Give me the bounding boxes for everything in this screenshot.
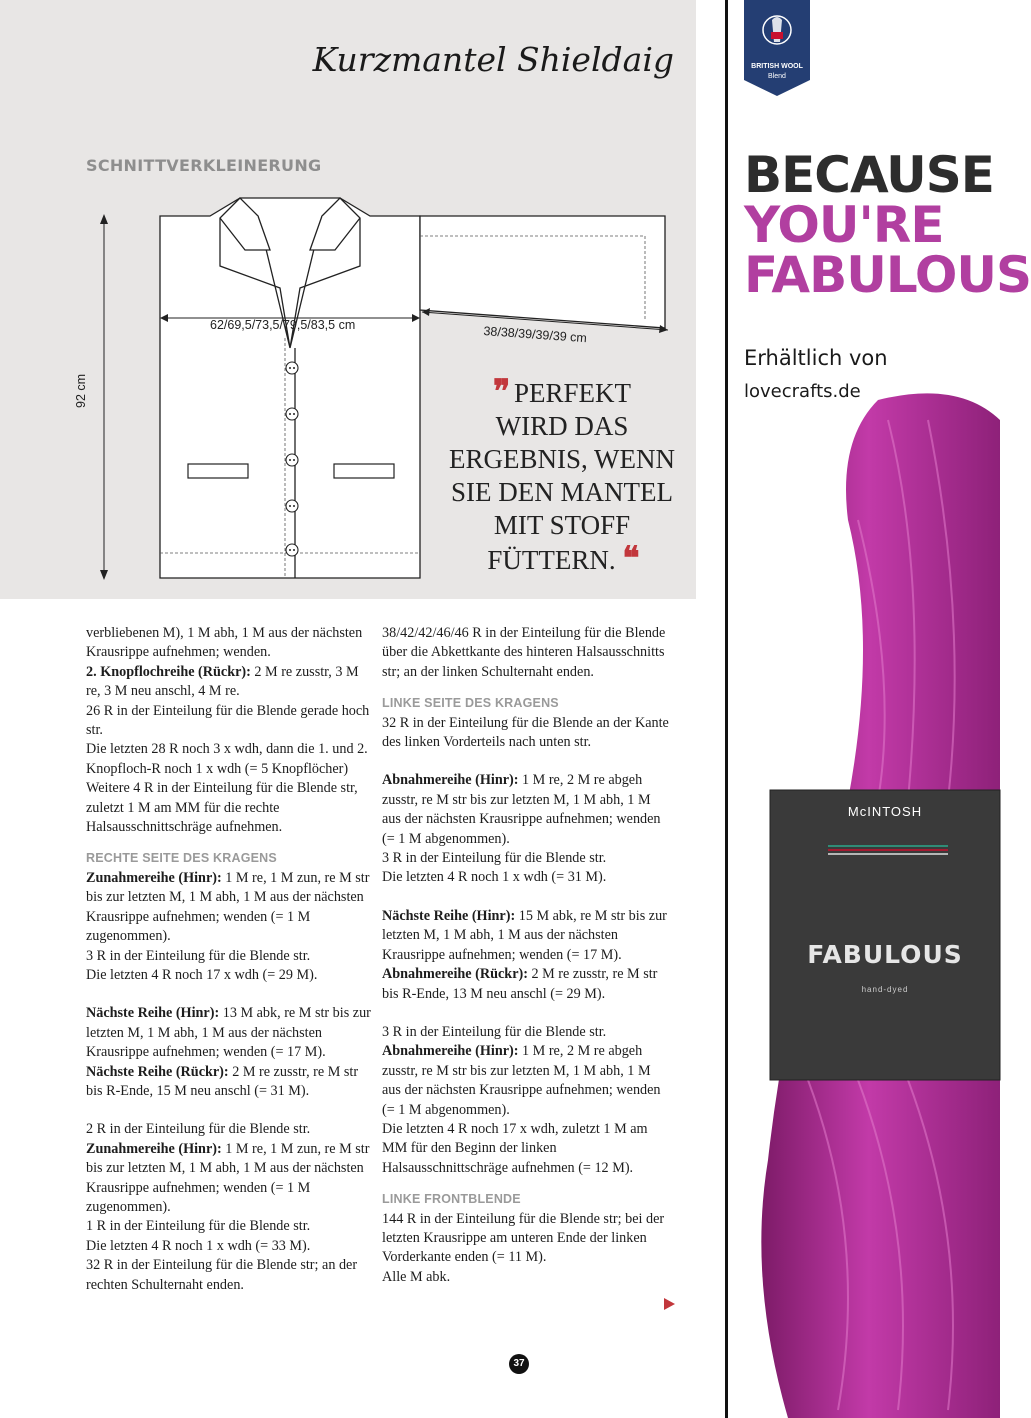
quote-line: WIRD DAS	[495, 411, 629, 441]
headline-line: BECAUSE	[744, 146, 994, 204]
paragraph-gap	[86, 985, 376, 1004]
available-label: Erhältlich von	[744, 346, 888, 370]
instruction-paragraph: 2 R in der Einteilung für die Blende str.	[86, 1121, 311, 1138]
row-label: Zunahmereihe (Hinr):	[86, 1140, 222, 1157]
instruction-text: 1 M re, 1 M zun, re M str bis zur letzten M, 1 M abh, 1 M aus der nächsten Krausrippe aufnehmen; wenden (= 1 M zugenommen).	[86, 1140, 370, 1215]
quote-line: MIT STOFF	[493, 510, 631, 540]
instruction-paragraph	[382, 907, 672, 965]
product-label: FABULOUS	[807, 940, 963, 969]
row-label: Abnahmereihe (Rückr):	[382, 966, 528, 983]
sleeve-length-label: 38/38/39/39/39 cm	[483, 324, 588, 346]
paragraph-gap	[382, 752, 672, 771]
subsection-heading: LINKE FRONTBLENDE	[382, 1192, 521, 1207]
instruction-paragraph: 32 R in der Einteilung für die Blende str; an der rechten Schulternaht enden.	[86, 1257, 358, 1293]
headline-line: FABULOUS	[744, 246, 1031, 304]
quote-line: SIE DEN MANTEL	[451, 477, 673, 507]
instruction-paragraph: 32 R in der Einteilung für die Blende an der Kante des linken Vorderteils nach unten str.	[382, 714, 669, 751]
instruction-text: 1 M re, 2 M re abgeh zusstr, re M str bis zur letzten M, 1 M abh, 1 M aus der nächsten Krausrippe aufnehmen; wenden (= 1 M abgenommen).	[382, 772, 661, 847]
instruction-paragraph: 26 R in der Einteilung für die Blende gerade hoch str.	[86, 702, 370, 739]
instruction-text: 2 M re zusstr, re M str bis R-Ende, 13 M neu anschl (= 29 M).	[382, 966, 658, 1002]
instruction-paragraph	[382, 965, 672, 1004]
page-title: Kurzmantel Shieldaig	[312, 40, 674, 79]
paragraph-gap	[382, 1004, 672, 1023]
quote-line: PERFEKT	[513, 378, 631, 408]
instruction-text: 1 M re, 1 M zun, re M str bis zur letzten M, 1 M abh, 1 M aus der nächsten Krausrippe aufnehmen; wenden (= 1 M zugenommen).	[86, 869, 370, 945]
continue-arrow-icon	[664, 1298, 675, 1310]
subsection-heading: RECHTE SEITE DES KRAGENS	[86, 851, 277, 866]
instruction-paragraph	[86, 1140, 376, 1218]
instruction-paragraph: Die letzten 4 R noch 17 x wdh (= 29 M).	[86, 966, 318, 983]
british-wool-badge	[744, 0, 810, 96]
instruction-paragraph	[86, 1063, 376, 1102]
instruction-paragraph	[86, 663, 376, 702]
page-number: 37	[509, 1354, 529, 1374]
section-heading: SCHNITTVERKLEINERUNG	[86, 156, 322, 175]
instruction-paragraph: 3 R in der Einteilung für die Blende str.	[86, 947, 311, 964]
instruction-paragraph: verbliebenen M), 1 M abh, 1 M aus der nächsten Krausrippe aufnehmen; wenden.	[86, 625, 363, 661]
instruction-paragraph: 3 R in der Einteilung für die Blende str.	[382, 850, 607, 867]
paragraph-gap	[86, 1101, 376, 1120]
instruction-paragraph: 144 R in der Einteilung für die Blende str; bei der letzten Krausrippe am unteren Ende der linken Vorderkante enden (= 11 M).	[382, 1210, 665, 1266]
instruction-text: 13 M abk, re M str bis zur letzten M, 1 M abh, 1 M aus der nächsten Krausrippe aufnehmen; wenden (= 17 M).	[86, 1005, 371, 1061]
pull-quote	[446, 375, 678, 577]
instruction-paragraph: 1 R in der Einteilung für die Blende str.	[86, 1218, 311, 1235]
quote-open-icon: ❞	[493, 373, 508, 409]
instruction-paragraph: Alle M abk.	[382, 1268, 451, 1285]
width-label: 62/69,5/73,5/79,5/83,5 cm	[210, 318, 356, 332]
instruction-paragraph: Die letzten 28 R noch 3 x wdh, dann die 1. und 2. Knopfloch-R noch 1 x wdh (= 5 Knopflöcher)	[86, 741, 368, 777]
instruction-text: 1 M re, 2 M re abgeh zusstr, re M str bis zur letzten M, 1 M abh, 1 M aus der nächsten Krausrippe aufnehmen; wenden (= 1 M abgenommen).	[382, 1043, 661, 1118]
instruction-paragraph: 3 R in der Einteilung für die Blende str.	[382, 1023, 607, 1040]
instruction-text: 2 M re zusstr, 3 M re, 3 M neu anschl, 4 M re.	[86, 663, 359, 700]
instruction-text: 15 M abk, re M str bis zur letzten M, 1 M abh, 1 M aus der nächsten Krausrippe aufnehmen; wenden (= 17 M).	[382, 907, 667, 963]
ad-headline	[744, 146, 1031, 304]
subsection-heading: LINKE SEITE DES KRAGENS	[382, 696, 559, 711]
instruction-paragraph: Die letzten 4 R noch 1 x wdh (= 33 M).	[86, 1237, 311, 1254]
badge-text: BRITISH WOOL	[751, 63, 803, 70]
height-label: 92 cm	[74, 373, 88, 408]
row-label: Zunahmereihe (Hinr):	[86, 869, 222, 886]
quote-close-icon: ❝	[622, 540, 637, 576]
text-column-right	[382, 624, 672, 1287]
brand-label: McINTOSH	[847, 804, 923, 819]
text-column-left	[86, 624, 376, 1295]
product-subtitle: hand-dyed	[861, 985, 909, 994]
instruction-paragraph: 38/42/42/46/46 R in der Einteilung für die Blende über die Abkettkante des hinteren Halsausschnitts str; an der linken Schulternaht enden.	[382, 625, 666, 680]
diagram-panel	[0, 0, 696, 599]
instruction-paragraph: Die letzten 4 R noch 17 x wdh, zuletzt 1 M am MM für den Beginn der linken Halsausschnittschräge aufnehmen (= 12 M).	[382, 1120, 648, 1176]
badge-subtext: Blend	[768, 73, 786, 80]
row-label: Nächste Reihe (Rückr):	[86, 1063, 229, 1080]
yarn-skein-image	[728, 380, 1000, 1418]
row-label: Abnahmereihe (Hinr):	[382, 1043, 519, 1060]
instruction-paragraph: Die letzten 4 R noch 1 x wdh (= 31 M).	[382, 869, 607, 886]
instruction-paragraph	[86, 1004, 376, 1062]
website-link[interactable]: lovecrafts.de	[744, 381, 861, 402]
quote-line: ERGEBNIS, WENN	[449, 444, 675, 474]
instruction-paragraph	[382, 1042, 672, 1120]
instruction-paragraph	[382, 771, 672, 849]
row-label: 2. Knopflochreihe (Rückr):	[86, 663, 251, 680]
row-label: Nächste Reihe (Hinr):	[382, 907, 516, 924]
row-label: Abnahmereihe (Hinr):	[382, 772, 519, 789]
instruction-paragraph: Weitere 4 R in der Einteilung für die Blende str, zuletzt 1 M am MM für die rechte Halsausschnittschräge aufnehmen.	[86, 780, 358, 836]
quote-line: FÜTTERN.	[487, 545, 616, 575]
paragraph-gap	[382, 888, 672, 907]
instruction-paragraph	[86, 869, 376, 947]
row-label: Nächste Reihe (Hinr):	[86, 1005, 220, 1022]
instruction-text: 2 M re zusstr, re M str bis R-Ende, 15 M neu anschl (= 31 M).	[86, 1063, 359, 1099]
headline-line: YOU'RE	[744, 196, 944, 254]
